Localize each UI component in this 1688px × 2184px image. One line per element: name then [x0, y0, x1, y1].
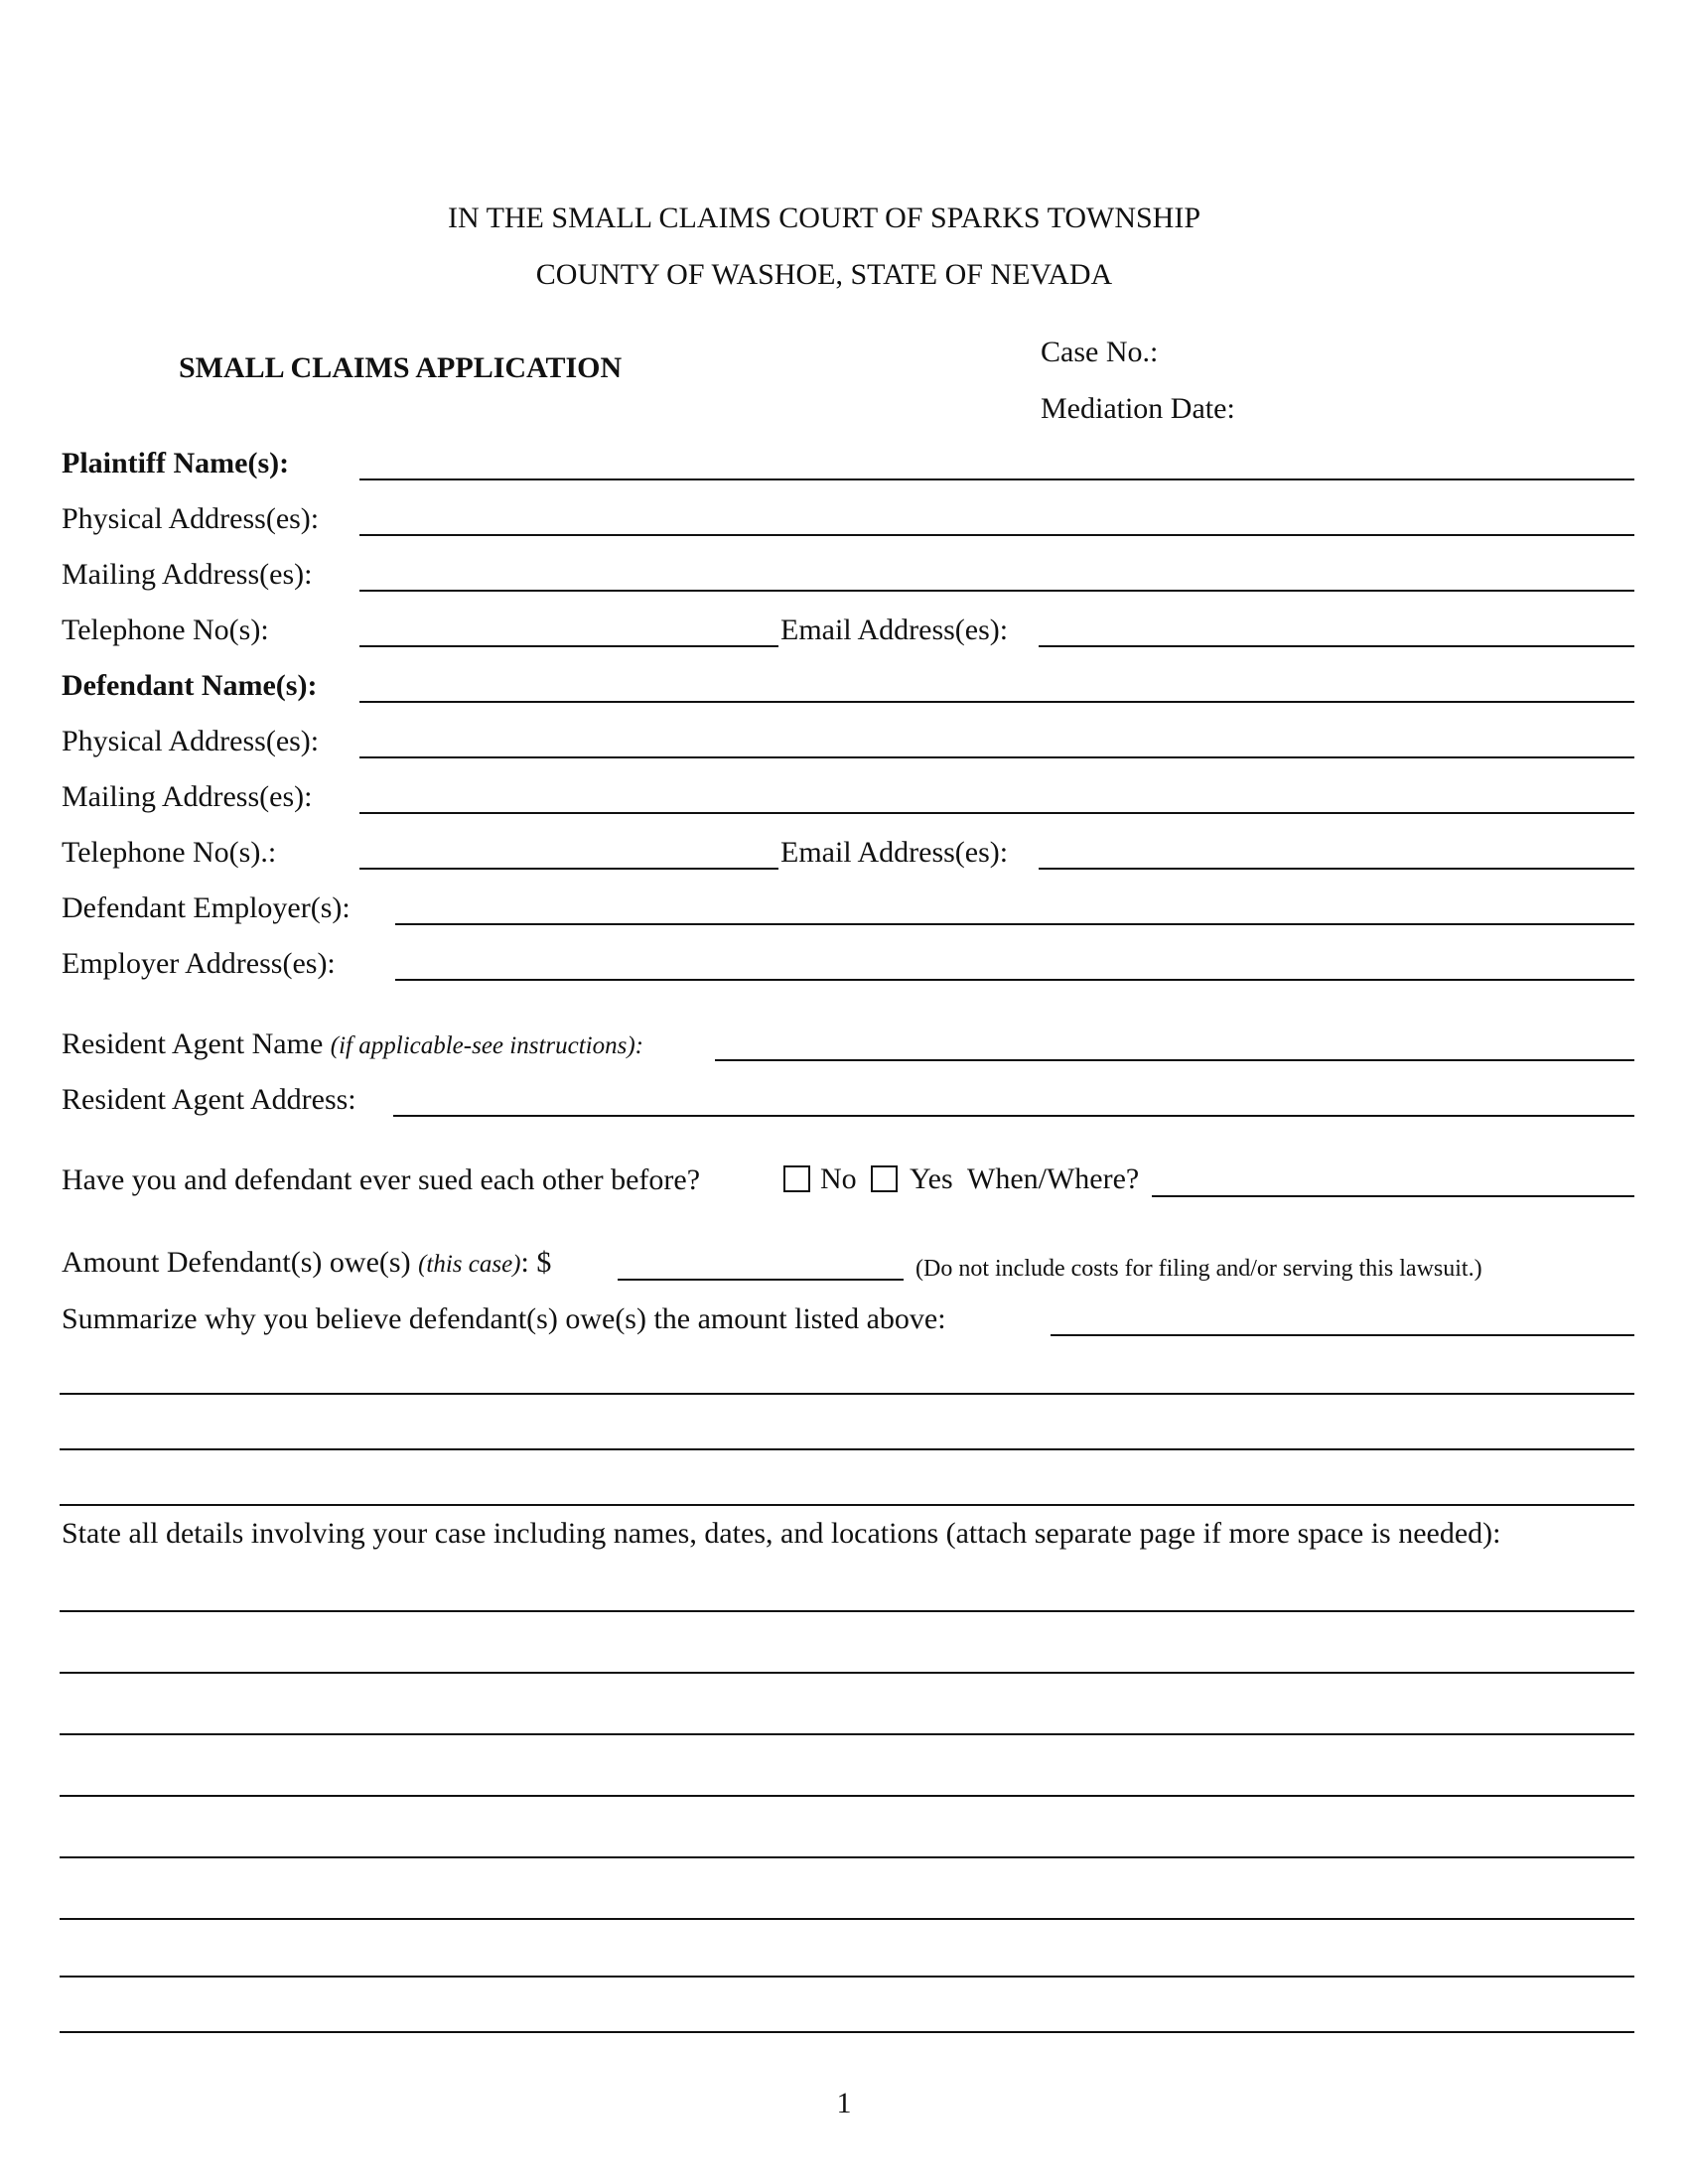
amount-owed-field[interactable] — [618, 1253, 904, 1281]
defendant-email-label: Email Address(es): — [780, 836, 1009, 869]
details-line-6[interactable] — [60, 1918, 1634, 1920]
defendant-physical-address-label: Physical Address(es): — [62, 725, 320, 757]
defendant-telephone-label: Telephone No(s).: — [62, 836, 277, 869]
court-jurisdiction: COUNTY OF WASHOE, STATE OF NEVADA — [535, 258, 1113, 291]
prior-suit-no-checkbox[interactable] — [783, 1165, 810, 1192]
plaintiff-physical-address-label: Physical Address(es): — [62, 502, 320, 535]
page-number: 1 — [836, 2087, 852, 2119]
plaintiff-name-label: Plaintiff Name(s): — [62, 447, 290, 479]
defendant-telephone-field[interactable] — [359, 842, 778, 870]
details-line-7[interactable] — [60, 1976, 1634, 1978]
details-line-4[interactable] — [60, 1795, 1634, 1797]
form-title: SMALL CLAIMS APPLICATION — [179, 351, 623, 384]
plaintiff-email-field[interactable] — [1039, 619, 1634, 647]
details-label: State all details involving your case including names, dates, and locations (attach separate page if more space is needed): — [62, 1517, 1501, 1550]
plaintiff-email-label: Email Address(es): — [780, 614, 1009, 646]
prior-suit-yes-label: Yes — [910, 1162, 953, 1195]
plaintiff-name-field[interactable] — [359, 453, 1634, 480]
details-line-5[interactable] — [60, 1856, 1634, 1858]
summary-label: Summarize why you believe defendant(s) owe(s) the amount listed above: — [62, 1302, 946, 1335]
plaintiff-mailing-address-label: Mailing Address(es): — [62, 558, 313, 591]
when-where-label: When/Where? — [967, 1162, 1140, 1195]
prior-suit-yes-checkbox[interactable] — [871, 1165, 898, 1192]
defendant-mailing-address-label: Mailing Address(es): — [62, 780, 313, 813]
plaintiff-telephone-label: Telephone No(s): — [62, 614, 269, 646]
defendant-mailing-address-field[interactable] — [359, 786, 1634, 814]
when-where-field[interactable] — [1152, 1169, 1634, 1197]
defendant-physical-address-field[interactable] — [359, 731, 1634, 758]
court-name: IN THE SMALL CLAIMS COURT OF SPARKS TOWNSHIP — [447, 202, 1201, 234]
resident-agent-note: (if applicable-see instructions) — [330, 1032, 635, 1059]
details-line-8[interactable] — [60, 2031, 1634, 2033]
summary-line-4[interactable] — [60, 1504, 1634, 1506]
employer-address-field[interactable] — [395, 953, 1634, 981]
details-line-1[interactable] — [60, 1610, 1634, 1612]
mediation-date-label: Mediation Date: — [1041, 392, 1235, 425]
resident-agent-name-field[interactable] — [715, 1033, 1634, 1061]
case-no-label: Case No.: — [1041, 336, 1159, 368]
defendant-name-label: Defendant Name(s): — [62, 669, 318, 702]
resident-agent-colon: : — [634, 1032, 643, 1059]
amount-owed-text: Amount Defendant(s) owe(s) — [62, 1246, 411, 1279]
resident-agent-address-label: Resident Agent Address: — [62, 1083, 356, 1116]
defendant-employer-field[interactable] — [395, 897, 1634, 925]
defendant-email-field[interactable] — [1039, 842, 1634, 870]
summary-line-2[interactable] — [60, 1393, 1634, 1395]
prior-suit-no-label: No — [820, 1162, 857, 1195]
details-line-3[interactable] — [60, 1733, 1634, 1735]
resident-agent-address-field[interactable] — [393, 1089, 1634, 1117]
amount-owed-label — [62, 1248, 551, 1278]
amount-owed-note: (this case) — [418, 1251, 521, 1278]
resident-agent-name-text: Resident Agent Name — [62, 1027, 324, 1060]
defendant-employer-label: Defendant Employer(s): — [62, 891, 351, 924]
amount-dollar-sign: : $ — [520, 1246, 552, 1279]
resident-agent-name-label — [62, 1029, 643, 1059]
plaintiff-telephone-field[interactable] — [359, 619, 778, 647]
summary-line-3[interactable] — [60, 1448, 1634, 1450]
plaintiff-mailing-address-field[interactable] — [359, 564, 1634, 592]
amount-owed-disclaimer: (Do not include costs for filing and/or serving this lawsuit.) — [915, 1256, 1482, 1282]
plaintiff-physical-address-field[interactable] — [359, 508, 1634, 536]
defendant-name-field[interactable] — [359, 675, 1634, 703]
employer-address-label: Employer Address(es): — [62, 947, 336, 980]
details-line-2[interactable] — [60, 1672, 1634, 1674]
prior-suit-question: Have you and defendant ever sued each other before? — [62, 1163, 701, 1196]
summary-field-line-1[interactable] — [1051, 1308, 1634, 1336]
